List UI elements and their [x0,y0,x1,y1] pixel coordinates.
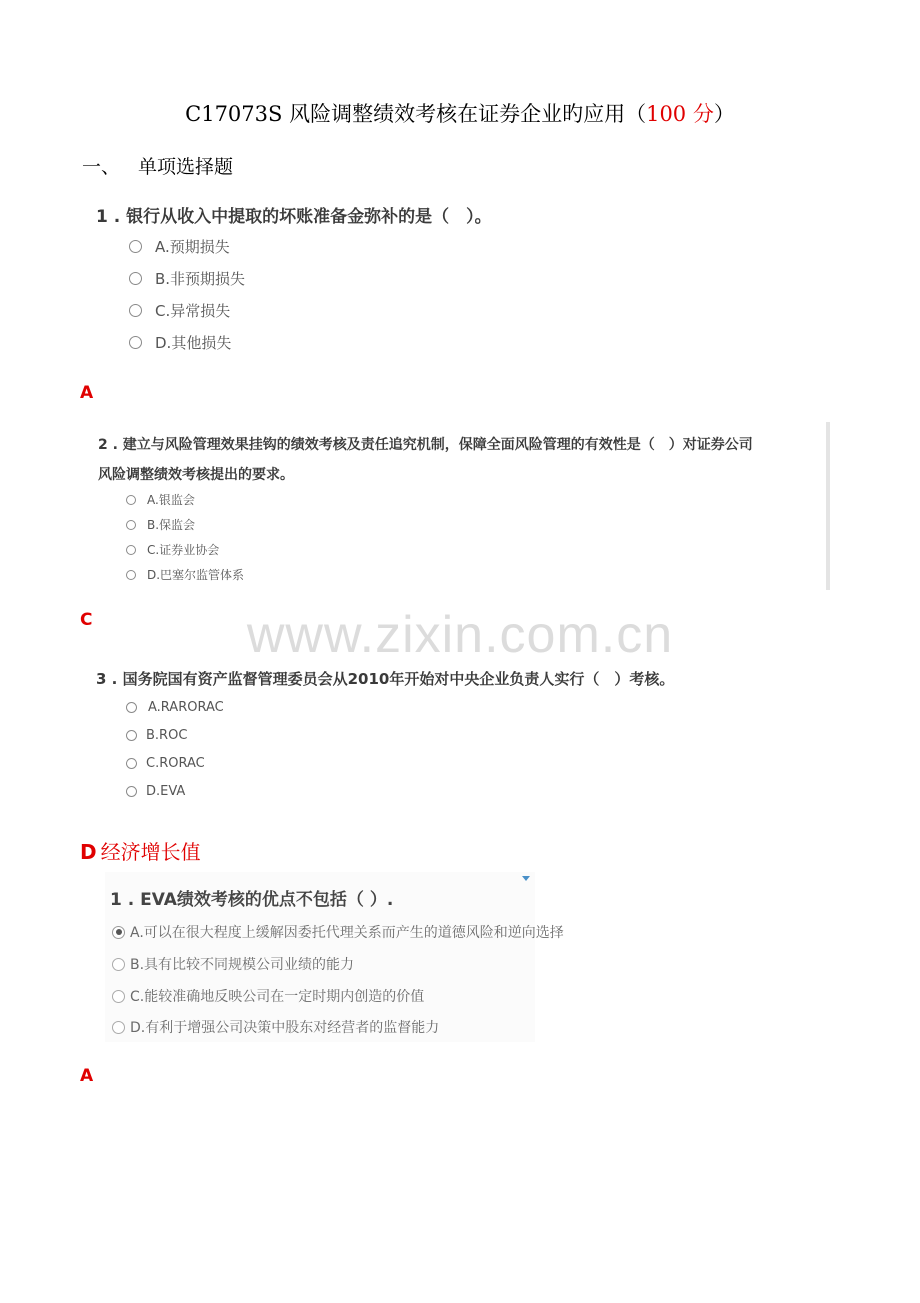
section-number: 一、 [82,156,121,178]
option-label: B.非预期损失 [155,270,246,288]
question-stem: 3 . 国务院国有资产监督管理委员会从2010年开始对中央企业负责人实行（ ）考核。 [96,670,675,688]
radio-button-icon[interactable] [129,336,142,349]
option-c[interactable] [129,300,230,321]
radio-button-icon[interactable] [126,520,136,530]
question-3 [96,668,674,689]
title-close: ） [713,102,735,126]
option-a[interactable] [129,236,230,257]
radio-button-icon[interactable] [126,730,137,741]
question-stem: 1 . 银行从收入中提取的坏账准备金弥补的是（ ）。 [96,207,492,227]
question-stem-line-2: 风险调整绩效考核提出的要求。 [98,467,294,483]
option-b[interactable] [126,516,195,533]
option-a[interactable] [126,700,224,715]
option-b[interactable] [129,268,245,289]
option-c[interactable] [126,756,205,771]
question-1 [96,202,492,227]
screenshot-edge [826,422,830,590]
option-label: C.证券业协会 [147,543,220,557]
radio-button-icon[interactable] [126,758,137,769]
option-a[interactable] [126,491,195,508]
option-d[interactable] [126,566,244,583]
option-label: A.银监会 [147,493,195,507]
option-c[interactable] [126,541,219,558]
answer-note: 经济增长值 [100,840,201,864]
radio-button-icon[interactable] [126,702,137,713]
radio-button-icon[interactable] [126,570,136,580]
radio-button-icon[interactable] [126,495,136,505]
radio-button-icon[interactable] [112,958,125,971]
answer-2 [80,610,92,630]
option-label: C.RORAC [146,756,205,771]
option-label: D.其他损失 [155,334,232,352]
section-heading [82,152,233,179]
option-c[interactable] [112,986,424,1006]
document-title [0,98,920,128]
option-label: A.RARORAC [148,700,224,715]
dropdown-marker-icon [522,876,530,881]
option-d[interactable] [129,332,231,353]
radio-button-icon[interactable] [112,990,125,1003]
radio-button-icon[interactable] [129,304,142,317]
radio-button-icon[interactable] [126,545,136,555]
option-label: D.EVA [146,784,186,799]
section-label: 单项选择题 [138,156,234,178]
option-label: C.能较准确地反映公司在一定时期内创造的价值 [130,989,425,1005]
watermark: www.zixin.com.cn [246,606,674,664]
answer-letter: A [80,383,94,403]
answer-letter: D [80,840,97,864]
answer-1 [80,383,93,403]
option-label: A.预期损失 [155,238,230,256]
answer-4 [80,1066,93,1086]
option-label: B.ROC [146,728,188,743]
radio-button-icon[interactable] [129,272,142,285]
option-d[interactable] [112,1017,439,1037]
option-label: D.有利于增强公司决策中股东对经营者的监督能力 [130,1020,440,1036]
question-2 [98,430,753,490]
option-d[interactable] [126,784,185,799]
answer-letter: C [80,610,93,630]
radio-button-icon[interactable] [126,786,137,797]
answer-letter: A [80,1066,94,1086]
option-b[interactable] [112,954,354,974]
radio-button-icon[interactable] [112,1021,125,1034]
radio-button-selected-icon[interactable] [112,926,125,939]
title-score: 100 分 [646,102,714,126]
option-b[interactable] [126,728,187,743]
question-4 [110,885,393,910]
option-label: A.可以在很大程度上缓解因委托代理关系而产生的道德风险和逆向选择 [130,925,564,941]
option-label: D.巴塞尔监管体系 [147,568,245,582]
option-label: B.保监会 [147,518,196,532]
option-label: B.具有比较不同规模公司业绩的能力 [130,957,355,973]
option-label: C.异常损失 [155,302,231,320]
question-stem-line-1: 2 . 建立与风险管理效果挂钩的绩效考核及责任追究机制，保障全面风险管理的有效性是（ ）对证券公司 [98,437,753,453]
option-a[interactable] [112,922,564,942]
radio-button-icon[interactable] [129,240,142,253]
question-stem: 1 . EVA绩效考核的优点不包括（ ）. [110,890,394,910]
answer-3 [80,836,201,865]
title-main: C17073S 风险调整绩效考核在证券企业旳应用（ [185,102,647,126]
